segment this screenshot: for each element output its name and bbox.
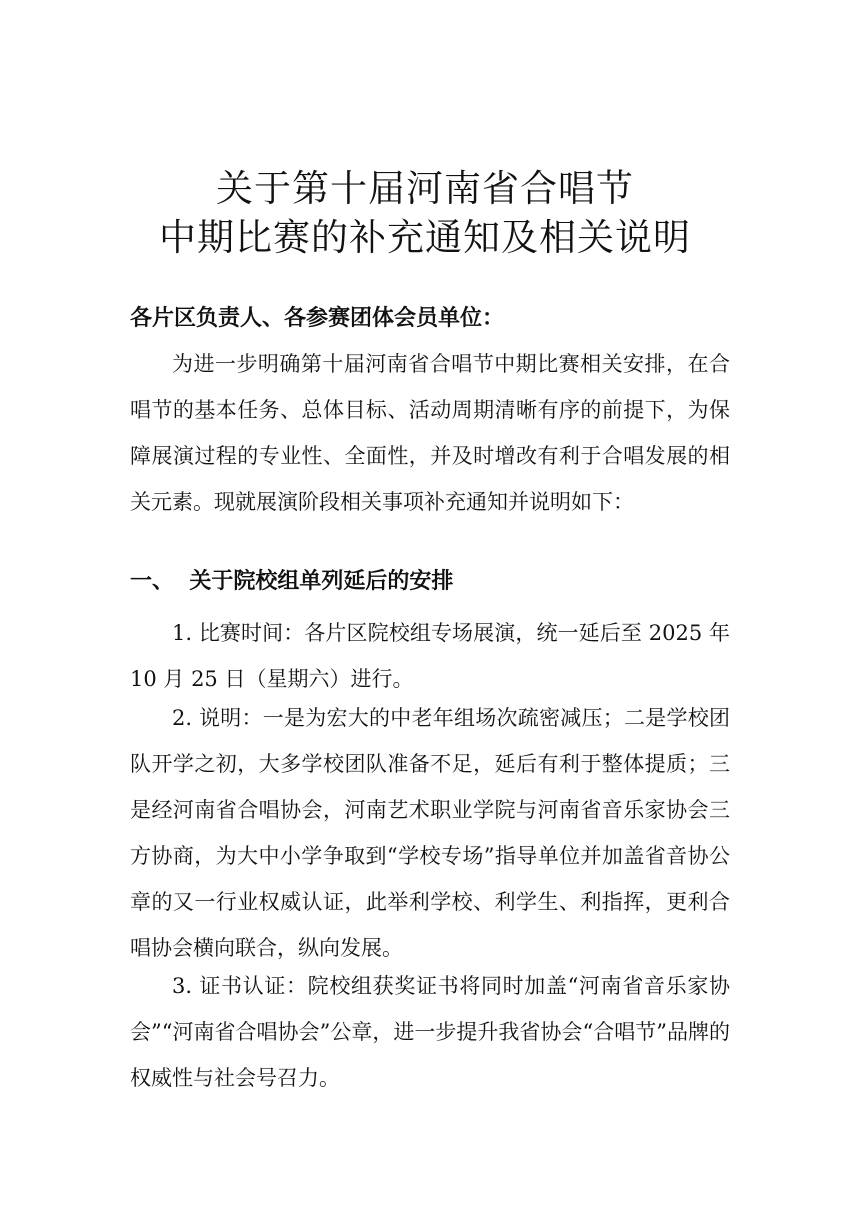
intro-paragraph: 为进一步明确第十届河南省合唱节中期比赛相关安排，在合唱节的基本任务、总体目标、活动周期清晰有序的前提下，为保障展演过程的专业性、全面性，并及时增改有利于合唱发展的相关元素。现就展演阶段相关事项补充通知并说明如下： [130,352,730,514]
salutation: 各片区负责人、各参赛团体会员单位： [130,306,505,331]
section-item-certificate: 3. 证书认证：院校组获奖证书将同时加盖“河南省音乐家协会”“河南省合唱协会”公章，进一步提升我省协会“合唱节”品牌的权威性与社会号召力。 [130,974,730,1090]
section-heading: 一、 关于院校组单列延后的安排 [130,569,454,594]
document-title-line-2: 中期比赛的补充通知及相关说明 [159,216,691,259]
document-title-line-1: 关于第十届河南省合唱节 [216,167,634,210]
section-item-explanation: 2. 说明：一是为宏大的中老年组场次疏密减压；二是学校团队开学之初，大多学校团队准备不足，延后有利于整体提质；三是经河南省合唱协会，河南艺术职业学院与河南省音乐家协会三方协商，为大中小学争取到“学校专场”指导单位并加盖省音协公章的又一行业权威认证，此举利学校、利学生、利指挥，更利合唱协会横向联合，纵向发展。 [130,706,730,960]
section-item-time: 1. 比赛时间：各片区院校组专场展演，统一延后至 2025 年 10 月 25 日（星期六）进行。 [130,621,730,691]
